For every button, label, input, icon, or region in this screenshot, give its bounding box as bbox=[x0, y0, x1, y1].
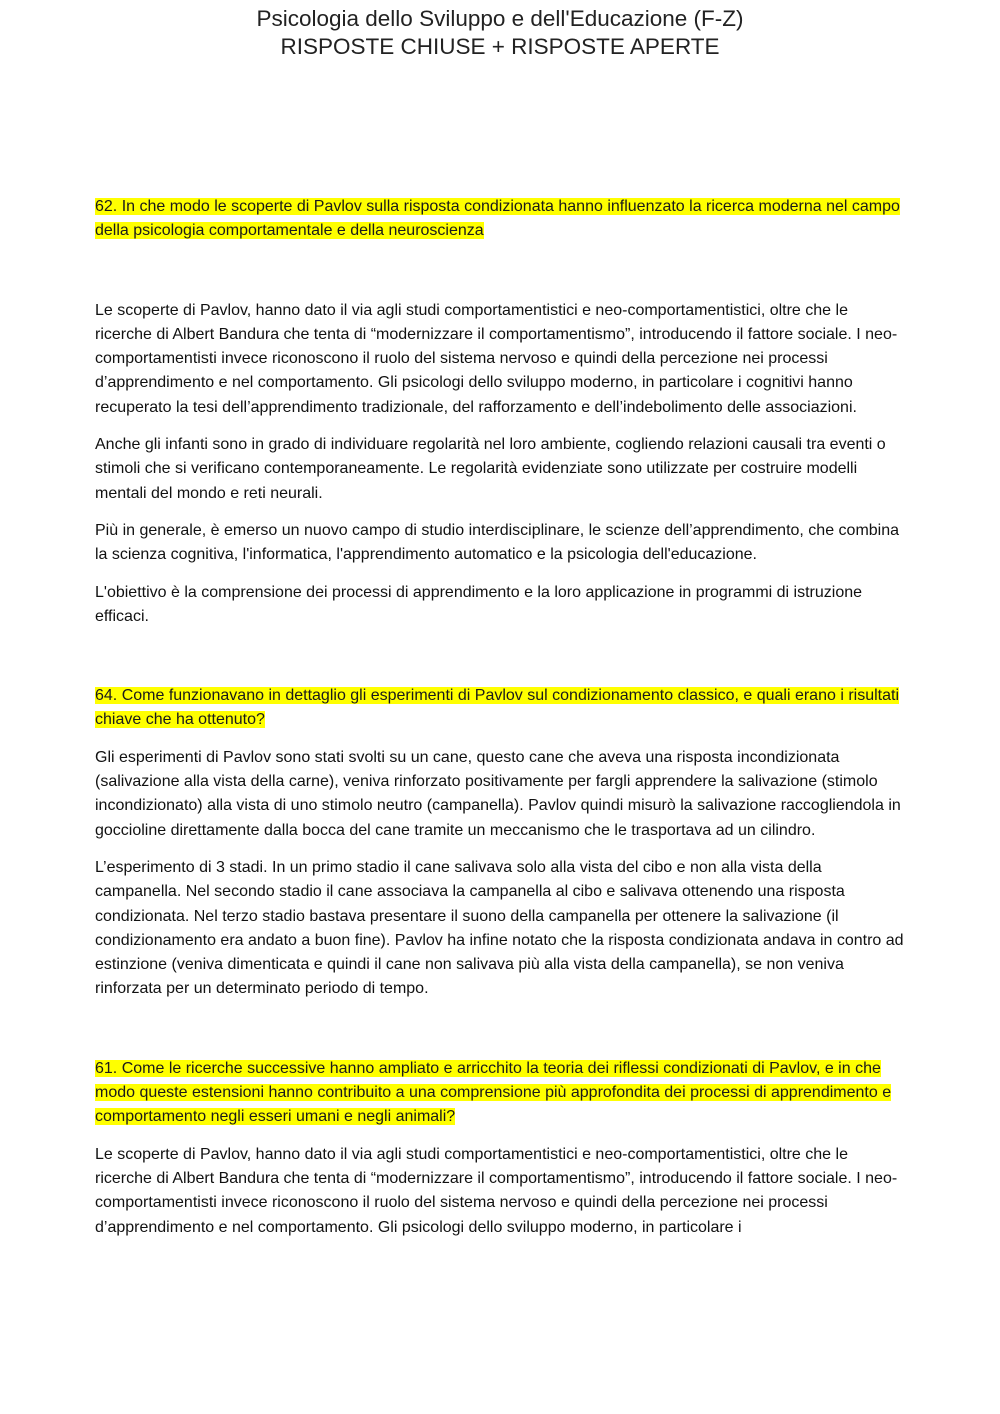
question-64-text: 64. Come funzionavano in dettaglio gli esperimenti di Pavlov sul condizionamento classico, e quali erano i risultati chiave che ha ottenuto? bbox=[95, 687, 899, 729]
answer-64-paragraph-1: Gli esperimenti di Pavlov sono stati svolti su un cane, questo cane che aveva una risposta incondizionata (salivazione alla vista della carne), veniva rinforzato positivamente per fargli apprendere la salivazione (stimolo incondizionato) alla vista di uno stimolo neutro (campanella). Pavlov quindi misurò la salivazione raccogliendola in goccioline direttamente dalla bocca del cane tramite un meccanismo che le trasportava ad un cilindro. bbox=[95, 748, 901, 839]
question-62-text: 62. In che modo le scoperte di Pavlov sulla risposta condizionata hanno influenzato la ricerca moderna nel campo della psicologia comportamentale e della neuroscienza bbox=[95, 198, 900, 240]
document-title: Psicologia dello Sviluppo e dell'Educazione (F-Z) bbox=[256, 6, 744, 31]
question-61-text: 61. Come le ricerche successive hanno ampliato e arricchito la teoria dei riflessi condizionati di Pavlov, e in che modo queste estensioni hanno contribuito a una comprensione più approfondita dei processi di apprendimento e comportamento negli esseri umani e negli animali? bbox=[95, 1059, 892, 1126]
answer-61-paragraph-1: Le scoperte di Pavlov, hanno dato il via agli studi comportamentistici e neo-comportamentistici, oltre che le ricerche di Albert Bandura che tenta di “modernizzare il comportamentismo”, introducendo il fattore sociale. I neo-comportamentisti invece riconoscono il ruolo del sistema nervoso e quindi della percezione nei processi d’apprendimento e nel comportamento. Gli psicologi dello sviluppo moderno, in particolare i bbox=[95, 1145, 898, 1236]
question-62 bbox=[95, 195, 905, 244]
answer-62-paragraph-2: Anche gli infanti sono in grado di individuare regolarità nel loro ambiente, cogliendo relazioni causali tra eventi o stimoli che si verificano contemporaneamente. Le regolarità evidenziate sono utilizzate per costruire modelli mentali del mondo e reti neurali. bbox=[95, 436, 886, 502]
section-spacer bbox=[95, 1015, 905, 1057]
document-body bbox=[95, 195, 905, 1253]
document-subtitle: RISPOSTE CHIUSE + RISPOSTE APERTE bbox=[280, 34, 720, 59]
question-64 bbox=[95, 684, 905, 733]
answer-62-paragraph-3: Più in generale, è emerso un nuovo campo di studio interdisciplinare, le scienze dell’apprendimento, che combina la scienza cognitiva, l'informatica, l'apprendimento automatico e la psicologia dell'educazione. bbox=[95, 521, 900, 564]
section-spacer bbox=[95, 642, 905, 684]
answer-62-paragraph-4: L'obiettivo è la comprensione dei processi di apprendimento e la loro applicazione in programmi di istruzione efficaci. bbox=[95, 583, 863, 625]
answer-64-paragraph-2: L’esperimento di 3 stadi. In un primo stadio il cane salivava solo alla vista del cibo e non alla vista della campanella. Nel secondo stadio il cane associava la campanella al cibo e salivava ottenendo una risposta condizionata. Nel terzo stadio bastava presentare il suono della campanella per ottenere la salivazione (il condizionamento era andato a buon fine). Pavlov ha infine notato che la risposta condizionata andava in contro ad estinzione (veniva dimenticata e quindi il cane non salivava più alla vista della campanella), se non veniva rinforzata per un determinato periodo di tempo. bbox=[95, 858, 904, 998]
answer-62-paragraph-1: Le scoperte di Pavlov, hanno dato il via agli studi comportamentistici e neo-comportamentistici, oltre che le ricerche di Albert Bandura che tenta di “modernizzare il comportamentismo”, introducendo il fattore sociale. I neo-comportamentisti invece riconoscono il ruolo del sistema nervoso e quindi della percezione nei processi d’apprendimento e nel comportamento. Gli psicologi dello sviluppo moderno, in particolare i cognitivi hanno recuperato la tesi dell’apprendimento tradizionale, del rafforzamento e dell’indebolimento delle associazioni. bbox=[95, 301, 898, 416]
page-header bbox=[0, 5, 1000, 61]
question-61 bbox=[95, 1057, 905, 1130]
